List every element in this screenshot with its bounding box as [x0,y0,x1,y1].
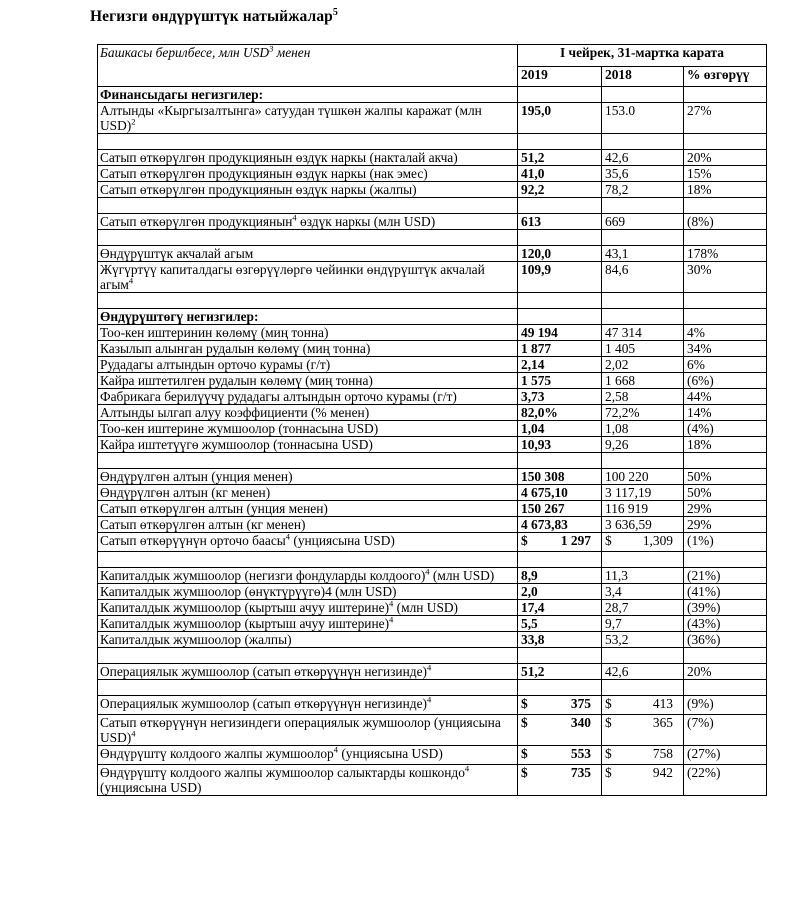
table-row [98,584,767,600]
table-row [98,469,767,485]
value-change: (39%) [684,600,767,616]
value-change: 29% [684,501,767,517]
spacer-cell [518,134,602,150]
value-2018: 43,1 [602,246,684,262]
spacer-cell [98,648,518,664]
currency-value [521,696,599,711]
empty-cell [518,87,602,103]
row-label [98,357,518,373]
value-change: 30% [684,262,767,293]
value-2018: 1 668 [602,373,684,389]
results-table [97,44,767,796]
row-label [98,214,518,230]
value-2018: 3,4 [602,584,684,600]
value-change: 178% [684,246,767,262]
value-2018: 42,6 [602,150,684,166]
row-label-tail: (унциясына USD) [100,780,202,795]
row-label-text: Капиталдык жумшоолор (кыртыш ачуу иштерине) [100,600,390,615]
amount: 413 [652,696,673,711]
value-change: (6%) [684,373,767,389]
row-label [98,262,518,293]
row-label [98,437,518,453]
row-footnote: 4 [389,615,394,625]
value-2019: 41,0 [518,166,602,182]
table-row [98,421,767,437]
row-label-text: Өндүрүштү колдоого жалпы жумшоолор [100,746,334,761]
document-title-text: Негизги өндүрүштүк натыйжалар [90,8,333,25]
currency-symbol: $ [605,746,612,761]
value-2018 [602,696,684,715]
value-change: 18% [684,182,767,198]
row-footnote: 4 [425,567,430,577]
currency-value [605,533,681,548]
spacer-cell [684,552,767,568]
currency-value [605,765,681,780]
value-change: 20% [684,664,767,680]
row-label-text: Алтынды «Кыргызалтынга» сатуудан түшкөн жалпы каражат (млн USD) [100,103,482,133]
value-2019: 195,0 [518,103,602,134]
unit-note-footnote: 3 [269,44,274,54]
currency-value [521,765,599,780]
section-label: Өндүрүштөгү негизгилер: [98,309,518,325]
section-label: Финансыдагы негизгилер: [98,87,518,103]
row-footnote: 4 [128,275,134,286]
row-label [98,746,518,765]
value-2018: 28,7 [602,600,684,616]
value-2019: 51,2 [518,150,602,166]
value-2018: 2,02 [602,357,684,373]
value-change: (21%) [684,568,767,584]
row-label [98,421,518,437]
row-label [98,765,518,796]
value-2019: 17,4 [518,600,602,616]
spacer-cell [602,230,684,246]
value-change: (36%) [684,632,767,648]
table-row [98,166,767,182]
table-row [98,715,767,746]
row-footnote: 4 [389,599,394,609]
row-label-text: Жүгүртүү капиталдагы өзгөрүүлөргө чейинки өндүрүштүк акчалай агым [100,262,485,292]
spacer-cell [518,453,602,469]
table-row [98,437,767,453]
table-row [98,517,767,533]
value-2019 [518,765,602,796]
spacer-cell [518,293,602,309]
table-row [98,746,767,765]
spacer-cell [98,134,518,150]
value-2018: 3 636,59 [602,517,684,533]
value-change: 18% [684,437,767,453]
value-2019: 613 [518,214,602,230]
row-label-text: Өндүрүлгөн алтын (кг менен) [100,485,271,500]
currency-symbol: $ [605,533,612,548]
table-row [98,405,767,421]
row-label-text: Капиталдык жумшоолор (өнүктүрүүгө)4 (млн USD) [100,584,397,599]
table-row [98,632,767,648]
row-label-text: Тоо-кен иштеринин көлөмү (миң тонна) [100,325,329,340]
row-label-text: Сатып өткөрүлгөн продукциянын [100,214,293,229]
value-change: 27% [684,103,767,134]
row-label [98,632,518,648]
spacer-cell [684,198,767,214]
value-2018: 9,26 [602,437,684,453]
value-2018 [602,765,684,796]
value-change: (41%) [684,584,767,600]
table-row [98,214,767,230]
value-2019: 1,04 [518,421,602,437]
period-header: I чейрек, 31-мартка карата [518,45,767,67]
col-header-2019: 2019 [518,67,602,87]
spacer-cell [602,293,684,309]
col-header-change: % өзгөрүү [684,67,767,87]
table-row [98,600,767,616]
row-footnote: 4 [464,764,470,774]
row-label [98,715,518,746]
value-2018 [602,533,684,552]
spacer-row [98,293,767,309]
currency-symbol: $ [521,533,528,548]
row-label [98,568,518,584]
value-2019: 1 877 [518,341,602,357]
value-change: (1%) [684,533,767,552]
currency-symbol: $ [521,765,528,780]
table-row [98,533,767,552]
spacer-cell [98,680,518,696]
amount: 553 [570,746,591,761]
table-row [98,246,767,262]
table-row [98,262,767,293]
table-row [98,485,767,501]
spacer-cell [684,453,767,469]
row-label-text: Сатып өткөрүлгөн продукциянын өздүк наркы (нак эмес) [100,166,428,181]
value-2019: 3,73 [518,389,602,405]
spacer-cell [684,293,767,309]
currency-symbol: $ [521,696,528,711]
spacer-cell [602,453,684,469]
row-label-text: Рудадагы алтындын орточо курамы (г/т) [100,357,331,372]
currency-symbol: $ [521,746,528,761]
value-change: (9%) [684,696,767,715]
spacer-cell [98,293,518,309]
value-2018: 11,3 [602,568,684,584]
spacer-cell [602,680,684,696]
row-label [98,341,518,357]
value-change: 50% [684,469,767,485]
row-label-text: Алтынды ылгап алуу коэффициенти (% менен) [100,405,370,420]
row-label-text: Капиталдык жумшоолор (жалпы) [100,632,292,647]
row-label-text: Тоо-кен иштерине жумшоолор (тоннасына USD) [100,421,379,436]
value-2019: 2,0 [518,584,602,600]
value-change: (7%) [684,715,767,746]
document-title-footnote: 5 [332,6,339,18]
table-row [98,616,767,632]
spacer-cell [98,230,518,246]
spacer-row [98,552,767,568]
value-2018: 9,7 [602,616,684,632]
row-footnote: 4 [292,213,297,223]
currency-value [521,715,599,730]
table-row [98,765,767,796]
amount: 942 [652,765,673,780]
value-2019: 109,9 [518,262,602,293]
row-label [98,469,518,485]
row-label [98,405,518,421]
table-row [98,182,767,198]
value-change: (22%) [684,765,767,796]
table-row [98,664,767,680]
row-label [98,103,518,134]
value-change: 44% [684,389,767,405]
row-footnote: 4 [131,728,136,739]
row-label-text: Өндүрүштү колдоого жалпы жумшоолор салыктарды кошкондо [100,765,465,780]
value-2018: 47 314 [602,325,684,341]
value-change: (4%) [684,421,767,437]
empty-cell [684,87,767,103]
value-2019: 2,14 [518,357,602,373]
value-2018: 53,2 [602,632,684,648]
currency-value [521,746,599,761]
value-2018 [602,715,684,746]
row-footnote: 4 [285,532,291,542]
value-2018: 3 117,19 [602,485,684,501]
spacer-cell [602,198,684,214]
table-row [98,325,767,341]
amount: 1 297 [560,533,591,548]
value-2019: 1 575 [518,373,602,389]
value-2018: 78,2 [602,182,684,198]
row-footnote: 4 [426,663,432,673]
value-2019 [518,696,602,715]
row-label [98,485,518,501]
row-label [98,325,518,341]
row-label-text: Фабрикага берилүүчү рудадагы алтындын орточо курамы (г/т) [100,389,457,404]
col-header-2018: 2018 [602,67,684,87]
amount: 375 [570,696,591,711]
value-2019 [518,715,602,746]
value-2018: 35,6 [602,166,684,182]
value-change: 6% [684,357,767,373]
spacer-cell [98,198,518,214]
value-2018: 116 919 [602,501,684,517]
row-label-tail: (унциясына USD) [337,746,443,761]
value-2018: 1,08 [602,421,684,437]
value-change: 50% [684,485,767,501]
row-label [98,389,518,405]
row-label-text: Сатып өткөрүлгөн алтын (кг менен) [100,517,306,532]
row-label-text: Казылып алынган рудалын көлөмү (миң тонна) [100,341,371,356]
amount: 735 [570,765,591,780]
empty-cell [684,309,767,325]
table-body [98,87,767,796]
table-row [98,103,767,134]
spacer-cell [518,198,602,214]
spacer-cell [684,134,767,150]
spacer-row [98,134,767,150]
value-2018: 72,2% [602,405,684,421]
currency-value [605,746,681,761]
value-2018: 669 [602,214,684,230]
empty-cell [602,87,684,103]
spacer-cell [602,552,684,568]
row-label [98,517,518,533]
table-row [98,389,767,405]
value-2019 [518,533,602,552]
row-label-text: Операциялык жумшоолор (сатып өткөрүүнүн негизинде) [100,664,427,679]
value-change: 29% [684,517,767,533]
section-row [98,87,767,103]
table-row [98,341,767,357]
row-label-tail: (млн USD) [429,568,495,583]
row-footnote: 4 [426,695,432,705]
currency-symbol: $ [605,715,612,730]
value-change: 4% [684,325,767,341]
value-2019: 92,2 [518,182,602,198]
row-label [98,373,518,389]
spacer-cell [684,230,767,246]
value-2019: 4 675,10 [518,485,602,501]
unit-note-tail: менен [273,45,311,60]
value-2019 [518,746,602,765]
value-2019: 120,0 [518,246,602,262]
amount: 340 [570,715,591,730]
row-label [98,246,518,262]
table-row [98,568,767,584]
row-label-text: Сатып өткөрүлгөн алтын (унция менен) [100,501,328,516]
spacer-cell [518,552,602,568]
spacer-cell [518,230,602,246]
value-2018: 153.0 [602,103,684,134]
value-2019: 82,0% [518,405,602,421]
value-change: 20% [684,150,767,166]
empty-cell [518,309,602,325]
empty-cell [602,309,684,325]
value-2019: 8,9 [518,568,602,584]
value-2018: 84,6 [602,262,684,293]
currency-value [605,696,681,711]
value-2019: 49 194 [518,325,602,341]
row-label [98,696,518,715]
amount: 758 [652,746,673,761]
spacer-row [98,680,767,696]
value-change: 14% [684,405,767,421]
row-label [98,182,518,198]
value-change: (8%) [684,214,767,230]
currency-symbol: $ [521,715,528,730]
spacer-cell [98,552,518,568]
row-label-text: Сатып өткөрүлгөн продукциянын өздүк наркы (жалпы) [100,182,417,197]
row-label-text: Капиталдык жумшоолор (кыртыш ачуу иштерине) [100,616,390,631]
row-label [98,600,518,616]
value-2019: 5,5 [518,616,602,632]
row-label-tail: (млн USD) [393,600,459,615]
document-title [90,8,338,26]
value-2018: 2,58 [602,389,684,405]
currency-symbol: $ [605,765,612,780]
currency-value [521,533,599,548]
value-2019: 10,93 [518,437,602,453]
spacer-cell [98,453,518,469]
row-label [98,584,518,600]
row-label [98,501,518,517]
row-footnote: 4 [333,745,338,755]
currency-value [605,715,681,730]
amount: 365 [652,715,673,730]
spacer-cell [518,648,602,664]
row-label-text: Капиталдык жумшоолор (негизги фондуларды колдоого) [100,568,426,583]
value-change: (43%) [684,616,767,632]
row-label [98,664,518,680]
row-label-text: Операциялык жумшоолор (сатып өткөрүүнүн негизинде) [100,696,427,711]
row-label [98,166,518,182]
spacer-row [98,198,767,214]
spacer-cell [684,648,767,664]
row-label-text: Сатып өткөрүүнүн негизиндеги операциялык жумшоолор (унциясына USD) [100,715,501,745]
value-2019: 4 673,83 [518,517,602,533]
value-2018 [602,746,684,765]
row-label-text: Өндүрүлгөн алтын (унция менен) [100,469,293,484]
table-row [98,357,767,373]
row-label-tail: өздүк наркы (млн USD) [296,214,436,229]
value-2018: 1 405 [602,341,684,357]
spacer-cell [684,680,767,696]
value-2019: 51,2 [518,664,602,680]
table-row [98,696,767,715]
value-2019: 33,8 [518,632,602,648]
row-label-text: Кайра иштетүүгө жумшоолор (тоннасына USD) [100,437,373,452]
value-2019: 150 308 [518,469,602,485]
unit-note-text: Башкасы берилбесе, млн USD [100,45,270,60]
table-unit-note [98,45,518,87]
value-change: (27%) [684,746,767,765]
section-row [98,309,767,325]
spacer-row [98,453,767,469]
table-row [98,501,767,517]
row-label-text: Сатып өткөрүлгөн продукциянын өздүк наркы (накталай акча) [100,150,458,165]
row-label [98,616,518,632]
table-row [98,373,767,389]
spacer-row [98,230,767,246]
table-row [98,150,767,166]
value-2019: 150 267 [518,501,602,517]
spacer-cell [602,648,684,664]
row-label [98,150,518,166]
spacer-cell [602,134,684,150]
row-label [98,533,518,552]
row-footnote: 2 [131,116,136,127]
row-label-text: Өндүрүштүк акчалай агым [100,246,254,261]
spacer-cell [518,680,602,696]
row-label-text: Сатып өткөрүүнүн орточо баасы [100,533,286,548]
value-change: 15% [684,166,767,182]
value-2018: 42,6 [602,664,684,680]
currency-symbol: $ [605,696,612,711]
amount: 1,309 [642,533,673,548]
value-change: 34% [684,341,767,357]
spacer-row [98,648,767,664]
row-label-text: Кайра иштетилген рудалын көлөмү (миң тонна) [100,373,373,388]
row-label-tail: (унциясына USD) [290,533,395,548]
value-2018: 100 220 [602,469,684,485]
